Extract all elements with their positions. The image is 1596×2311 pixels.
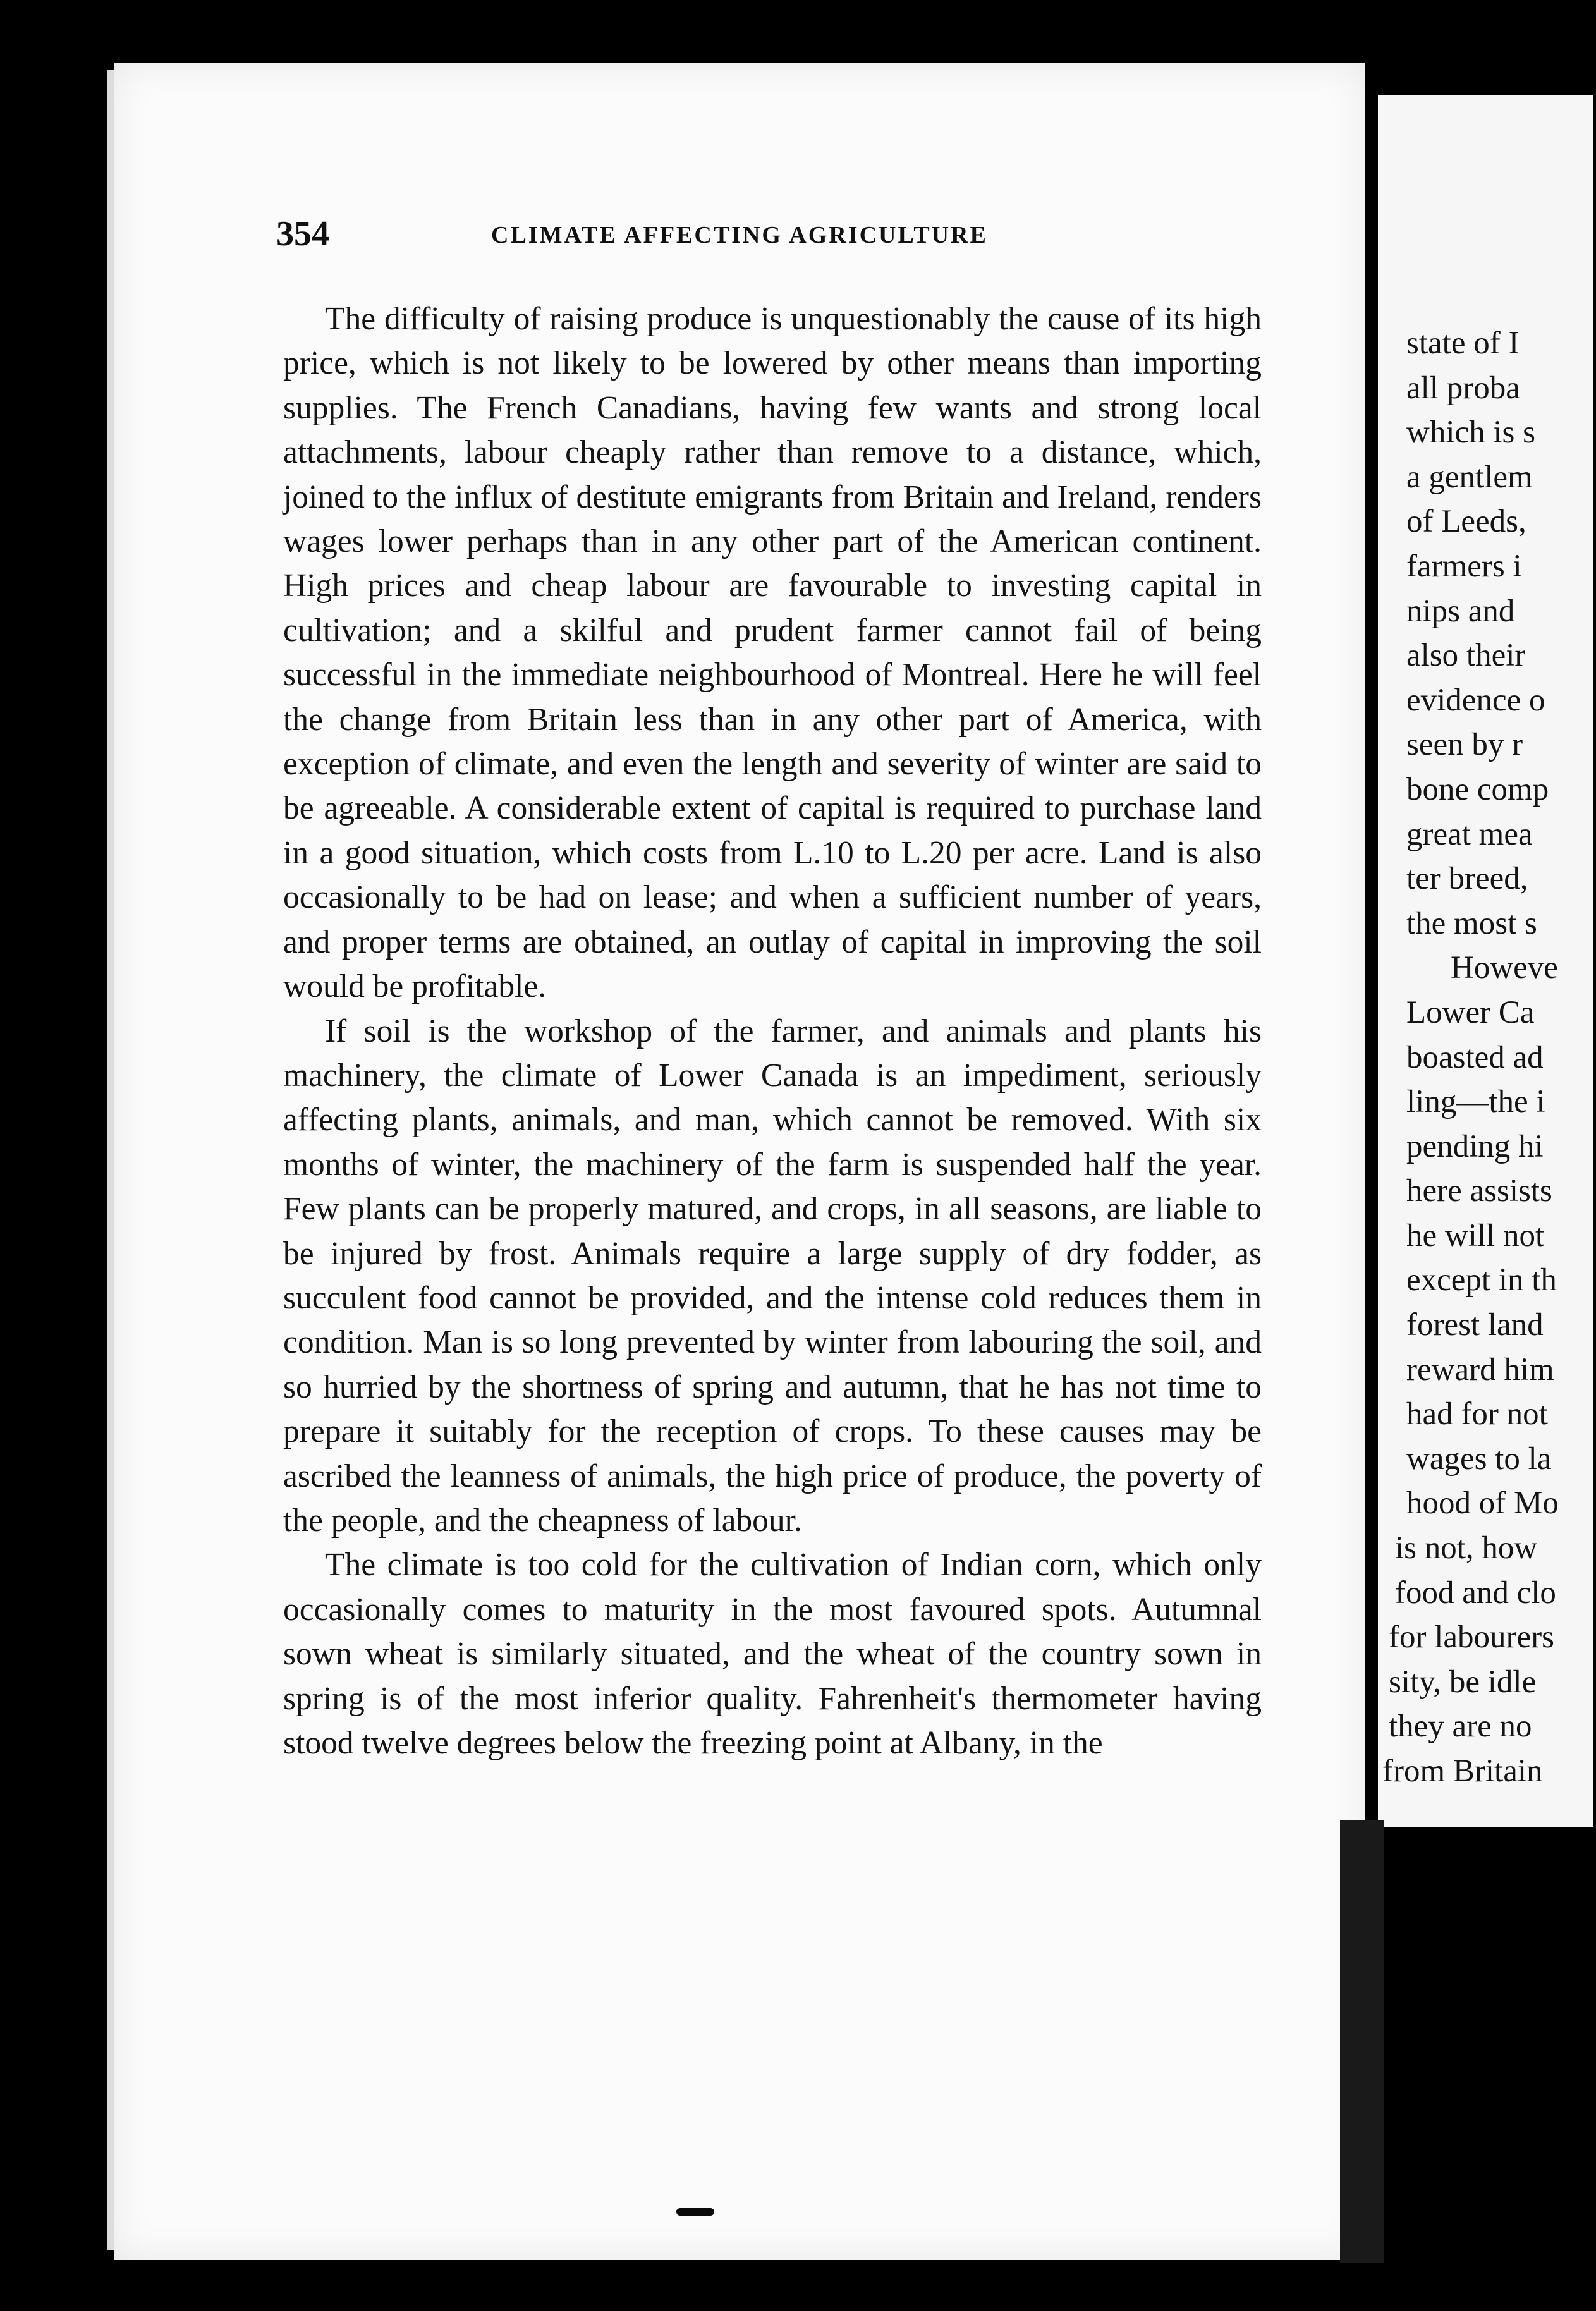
running-head bbox=[276, 214, 1262, 258]
right-line: is not, how bbox=[1395, 1530, 1538, 1566]
gutter-shadow bbox=[1340, 1820, 1384, 2263]
right-line: here assists bbox=[1406, 1173, 1552, 1209]
right-line: had for not bbox=[1406, 1396, 1548, 1432]
right-line: reward him bbox=[1406, 1351, 1554, 1387]
right-line: nips and bbox=[1406, 593, 1515, 629]
right-line: of Leeds, bbox=[1406, 504, 1526, 540]
right-line: except in th bbox=[1406, 1262, 1557, 1298]
paragraph-1: The difficulty of raising produce is unquestionably the cause of its high price, which is not likely to be lowered by other means than importing supplies. The French Canadians, having few wants and strong local attachments, labour cheaply rather than remove to a distance, which, joined to the influx of destitute emigrants from Britain and Ireland, renders wages lower perhaps than in any other part of the American continent. High prices and cheap labour are favourable to investing capital in cultivation; and a skilful and prudent farmer cannot fail of being successful in the immediate neighbourhood of Montreal. Here he will feel the change from Britain less than in any other part of America, with exception of climate, and even the length and severity of winter are said to be agreeable. A considerable extent of capital is required to purchase land in a good situation, which costs from L.10 to L.20 per acre. Land is also occasionally to be had on lease; and when a sufficient number of years, and proper terms are obtained, an outlay of capital in improving the soil would be profitable. bbox=[283, 301, 1262, 1005]
right-line: great mea bbox=[1406, 816, 1533, 852]
page-number: 354 bbox=[276, 214, 329, 253]
running-title: CLIMATE AFFECTING AGRICULTURE bbox=[491, 222, 988, 248]
right-line: forest land bbox=[1406, 1307, 1544, 1343]
right-line: also their bbox=[1406, 638, 1526, 674]
right-line: from Britain bbox=[1382, 1753, 1543, 1789]
right-line: for labourers bbox=[1389, 1619, 1554, 1656]
right-line: sity, be idle bbox=[1389, 1664, 1537, 1700]
right-line: ling—the i bbox=[1406, 1084, 1545, 1120]
right-line: hood of Mo bbox=[1406, 1485, 1559, 1521]
right-line: bone comp bbox=[1406, 771, 1549, 807]
right-line: he will not bbox=[1406, 1217, 1545, 1253]
left-page-text bbox=[283, 297, 1262, 1765]
right-line: all proba bbox=[1406, 370, 1520, 406]
right-line: state of I bbox=[1406, 326, 1520, 361]
right-line: ter breed, bbox=[1406, 861, 1528, 897]
paragraph-3: The climate is too cold for the cultivation of Indian corn, which only occasionally comes to maturity in the most favoured spots. Autumnal sown wheat is similarly situated, and the wheat of the country sown in spring is of the most inferior quality. Fahrenheit's thermometer having stood twelve degrees below the freezing point at Albany, in the bbox=[283, 1547, 1262, 1761]
right-line: a gentlem bbox=[1406, 459, 1533, 495]
right-line: food and clo bbox=[1395, 1575, 1556, 1611]
right-line: seen by r bbox=[1406, 727, 1523, 763]
right-line: which is s bbox=[1406, 415, 1535, 451]
right-line: boasted ad bbox=[1406, 1039, 1544, 1075]
right-line: they are no bbox=[1389, 1709, 1532, 1745]
right-line: farmers i bbox=[1406, 548, 1522, 584]
paragraph-2: If soil is the workshop of the farmer, and animals and plants his machinery, the climate of Lower Canada is an impediment, seriously affecting plants, animals, and man, which cannot be removed. With six months of winter, the machinery of the farm is suspended half the year. Few plants can be properly matured, and crops, in all seasons, are liable to be injured by frost. Animals require a large supply of dry fodder, as succulent food cannot be provided, and the intense cold reduces them in condition. Man is so long prevented by winter from labouring the soil, and so hurried by the shortness of spring and autumn, that he has not time to prepare it suitably for the reception of crops. To these causes may be ascribed the leanness of animals, the high price of produce, the poverty of the people, and the cheapness of labour. bbox=[283, 1013, 1262, 1539]
right-line: Lower Ca bbox=[1406, 994, 1535, 1030]
scan-speck bbox=[676, 2208, 714, 2216]
right-line: wages to la bbox=[1406, 1441, 1552, 1477]
right-page-text bbox=[1382, 321, 1596, 1794]
right-line: pending hi bbox=[1406, 1128, 1544, 1164]
right-line: evidence o bbox=[1406, 682, 1545, 718]
right-line: Howeve bbox=[1451, 950, 1558, 986]
right-line: the most s bbox=[1406, 905, 1537, 941]
